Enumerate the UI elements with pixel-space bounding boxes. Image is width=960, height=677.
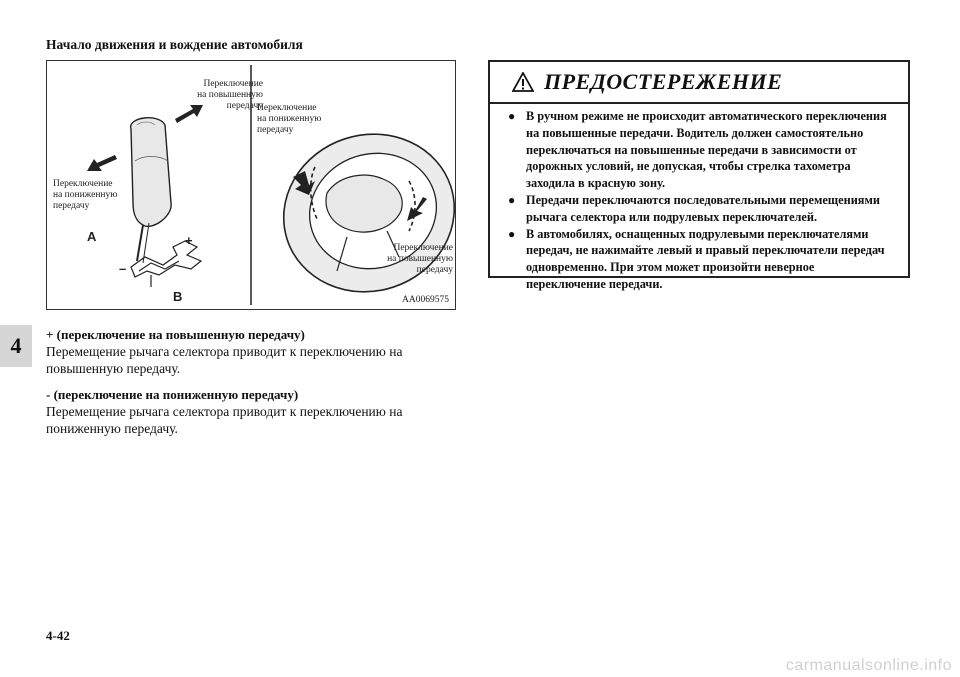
minus-text: Перемещение рычага селектора приводит к переключению на пониженную передачу. [46, 404, 403, 436]
steering-wheel-icon [263, 112, 457, 311]
gate-label-b: B [173, 289, 183, 304]
warning-list [506, 108, 896, 293]
minus-heading: - (переключение на пониженную передачу) [46, 387, 299, 402]
bullet-icon: ● [508, 109, 516, 123]
downshift-arrow-icon [87, 155, 117, 171]
watermark: carmanualsonline.info [785, 657, 952, 674]
warning-item: ● В автомобилях, оснащенных подрулевыми переключателями передач, не нажимайте левый и правый переключатели передач одновременно. При этом может произойти неверное переключение передачи. [508, 226, 885, 291]
figure-code: AA0069575 [402, 295, 449, 305]
downshift-paddle-label: Переключение на пониженную передачу [257, 103, 322, 135]
lever-minus-sign: – [119, 261, 127, 276]
page-header-title: Начало движения и вождение автомобиля [46, 37, 303, 52]
gear-lever-icon [131, 118, 171, 263]
warning-triangle-icon [512, 72, 534, 92]
plus-section [46, 326, 446, 377]
warning-header [490, 62, 908, 104]
plus-text: Перемещение рычага селектора приводит к переключению на повышенную передачу. [46, 344, 403, 376]
page-number: 4-42 [46, 628, 70, 643]
warning-item: ● В ручном режиме не происходит автоматического переключения на повышенные передачи. Водитель должен самостоятельно переключаться на повышенные передачи в зависимости от дорожных условий, не допуская, чтобы стрелка тахометра заходила в красную зону. [508, 109, 887, 191]
chapter-tab: 4 [0, 325, 32, 367]
plus-heading: + (переключение на повышенную передачу) [46, 327, 305, 342]
warning-title: ПРЕДОСТЕРЕЖЕНИЕ [544, 69, 783, 94]
bullet-icon: ● [508, 192, 516, 207]
downshift-lever-label: Переключение на пониженную передачу [53, 179, 118, 211]
gate-label-a: A [87, 229, 97, 244]
shift-illustration [46, 60, 456, 310]
warning-box [488, 60, 910, 291]
upshift-lever-label: Переключение на повышенную передачу [197, 79, 263, 111]
minus-section [46, 386, 446, 437]
lever-plus-sign: + [185, 233, 193, 248]
bullet-icon: ● [508, 226, 516, 241]
warning-item: ● Передачи переключаются последовательными перемещениями рычага селектора или подрулевых переключателей. [508, 192, 880, 224]
upshift-paddle-label: Переключение на повышенную передачу [387, 243, 453, 275]
